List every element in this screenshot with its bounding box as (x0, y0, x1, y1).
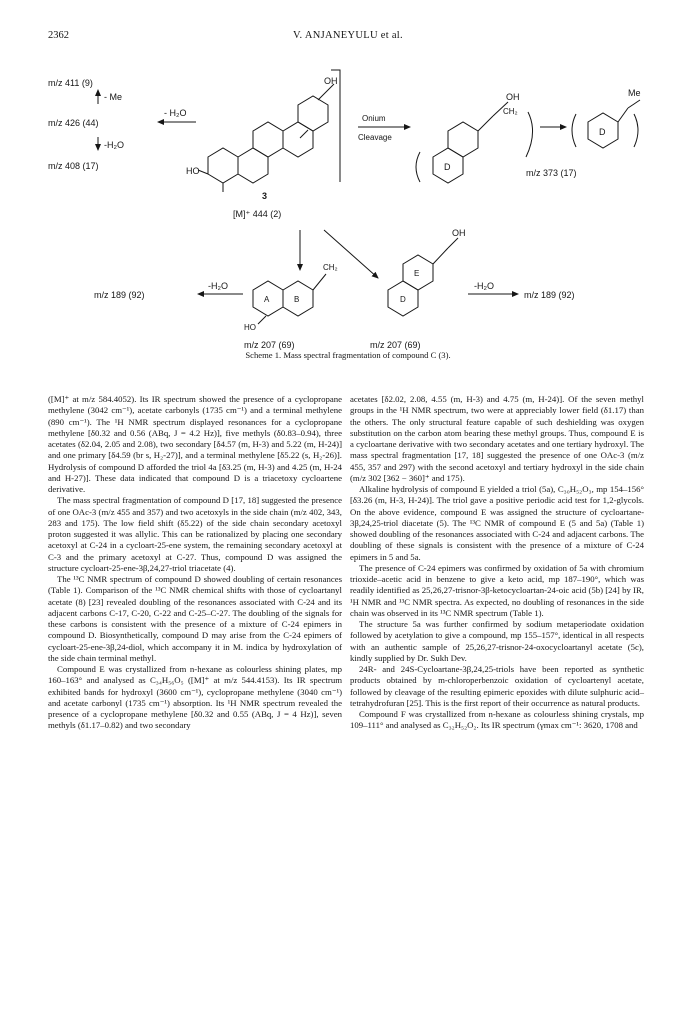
fragment-mz-426: m/z 426 (44) (48, 118, 99, 128)
top-right-mz: m/z 373 (17) (526, 168, 577, 178)
label-ch2-bottom: CH₂ (323, 263, 338, 272)
bottom-mid-mz-1: m/z 207 (69) (244, 340, 295, 350)
label-ho-bottom: HO (244, 323, 256, 332)
ring-a-label: A (264, 295, 270, 304)
fragmentation-scheme (48, 52, 648, 352)
cleavage-label: Cleavage (358, 133, 392, 142)
ring-d-label-1: D (444, 162, 451, 172)
label-oh-fragment: OH (506, 92, 520, 102)
fragment-mz-408: m/z 408 (17) (48, 161, 99, 171)
page-number: 2362 (48, 30, 69, 41)
molecular-ion: [M]⁺ 444 (2) (233, 209, 282, 219)
label-oh-main: OH (324, 76, 338, 86)
bottom-mid-mz-2: m/z 207 (69) (370, 340, 421, 350)
label-ho-main: HO (186, 166, 200, 176)
right-paragraph: The structure 5a was further confirmed by sodium metaperiodate oxidation followed by acetylation to give a compound, mp 155–157°, identical in all respects with an authentic sample of 25,26,27-trisnor-24-oxocycloartanyl acetate (5c), kindly supplied by Dr. Sukh Dev. (350, 619, 644, 663)
left-paragraph: Compound E was crystallized from n-hexane as colourless shining plates, mp 160–163° and analysed as C₃₄H₅₆O₅ ([M]⁺ at m/z 544.4153). Its IR spectrum exhibited bands for hydroxyl (3600 cm⁻¹), cyclopropane methylene (3040 cm⁻¹) and acetate carbonyl (1735 cm⁻¹) absorption. Its ¹H NMR spectrum revealed the presence of a cyclopropane methylene [δ0.32 and 0.55 (ABq, J = 4 Hz)], seven methyls (δ1.17–0.82) and two secondary (48, 664, 342, 731)
right-paragraph: Alkaline hydrolysis of compound E yielded a triol (5a), C₃₀H₅₂O₃, mp 154–156° [δ3.26 (m, H-3, H-24)]. The triol gave a positive periodic acid test for 1,2-glycols. On the above evidence, compound E was assigned the structure of cycloartane-3β,24,25-triol diacetate (5). The ¹³C NMR of compound E (5 and 5a) (Table 1) showed doubling of the resonances associated with C-24 and adjacent carbons. The doubling of these signals is consistent with the presence of a mixture of C-24 epimers in 5 and 5a. (350, 484, 644, 562)
ring-e-label: E (414, 269, 420, 278)
fragment-loss-h2o: -H₂O (104, 140, 124, 150)
arrow-label-h2o-bottom-right: -H₂O (474, 281, 494, 291)
fragment-mz-411: m/z 411 (9) (48, 78, 93, 88)
fragment-loss-me: - Me (104, 92, 122, 102)
label-oh-bottom: OH (452, 228, 466, 238)
onium-label: Onium (362, 114, 386, 123)
scheme-caption: Scheme 1. Mass spectral fragmentation of compound C (3). (245, 350, 451, 360)
ring-d-label-2: D (599, 127, 606, 137)
right-paragraph: acetates [δ2.02, 2.08, 4.55 (m, H-3) and 4.75 (m, H-24)]. Of the seven methyl groups in the ¹H NMR spectrum, two were at appreciably lower field (δ1.17) than the others. The only structural feature capable of such deshielding was oxygen substitution on the carbon atom bearing these methyl groups. Thus, compound E is a cycloartane derivative with two secondary acetates and one tertiary hydroxyl. The mass spectral fragmentation [17, 18] suggested the presence of one OAc-3 (m/z 455, 357 and 297) with the second acetoxyl and tertiary hydroxyl in the side chain (m/z 302 [362 − 360]⁺ and 175). (350, 394, 644, 483)
right-column (350, 394, 644, 732)
running-title: V. ANJANEYULU et al. (293, 30, 403, 41)
arrow-label-h2o-top: - H₂O (164, 108, 187, 118)
left-column (48, 394, 342, 732)
right-paragraph: 24R- and 24S-Cycloartane-3β,24,25-triols have been reported as synthetic products obtained by m-chloroperbenzoic oxidation of cycloartenyl acetate, followed by cleavage of the resulting epimeric epoxides with dilute sulphuric acid–tetrahydrofuran [25]. This is the first report of their occurrence as natural products. (350, 664, 644, 708)
right-paragraph: The presence of C-24 epimers was confirmed by oxidation of 5a with chromium trioxide–acetic acid in benzene to give a keto acid, mp 187–190°, which was readily identified as 25,26,27-trisnor-3β-ketocycloartan-24-oic acid (5b) [24] by IR, ¹H NMR and ¹³C NMR spectra. As expected, no doubling of resonances in the side chain was observed in its ¹³C NMR spectrum (Table 1). (350, 562, 644, 618)
arrow-label-h2o-bottom-left: -H₂O (208, 281, 228, 291)
bottom-left-mz: m/z 189 (92) (94, 290, 145, 300)
bottom-right-mz: m/z 189 (92) (524, 290, 575, 300)
compound-number: 3 (262, 191, 268, 201)
left-paragraph: The ¹³C NMR spectrum of compound D showed doubling of certain resonances (Table 1). Comparison of the ¹³C NMR chemical shifts with those of cycloartanyl acetate (8) [23] revealed doubling of the resonances associated with C-24 and its adjacent carbons C-17, C-20, C-22 and C-25–C-27. The doubling of the signals for these carbons is consistent with the presence of a mixture of C-24 epimers in compound D. Biosynthetically, compound D may arise from the C-24 epimers of cycloart-25-ene-3β,24-diol, which accompany it in M. indica by hydroxylation of the side chain terminal methyl. (48, 574, 342, 663)
label-ch2-fragment: CH₂ (503, 107, 518, 116)
right-paragraph: Compound F was crystallized from n-hexane as colourless shining crystals, mp 109–111° and analysed as C₃₂H₅₂O₂. Its IR spectrum (γmax cm⁻¹: 3620, 1708 and (350, 709, 644, 731)
left-paragraph: The mass spectral fragmentation of compound D [17, 18] suggested the presence of one OAc-3 (m/z 455 and 357) and two acetoxyls in the side chain (m/z 402, 343, 283 and 175). The low field shift (δ5.22) of the side chain secondary acetoxyl proton suggested it was allylic. This can be rationalized by placing one secondary acetoxyl at C-24 in a cycloart-25-ene system, the remaining secondary acetoxyl at C-3 and the primary acetoxyl at C-27. Thus, compound D was assigned the structure cycloart-25-ene-3β,24,27-triol triacetate (4). (48, 495, 342, 573)
left-paragraph: ([M]⁺ at m/z 584.4052). Its IR spectrum showed the presence of a cyclopropane methylene (3042 cm⁻¹), acetate carbonyls (1735 cm⁻¹) and a terminal methylene (890 cm⁻¹). The ¹H NMR spectrum displayed resonances for a cyclopropane methylene [δ0.32 and 0.56 (ABq, J = 4.2 Hz)], five methyls (δ0.83–0.94), three acetates (δ2.04, 2.05 and 2.08), two secondary [δ4.57 (m, H-3) and 5.22 (m, H-24)] and one primary [δ4.59 (br s, H₂-27)], and a terminal methylene [δ5.22 (s, H₂-26)]. Hydrolysis of compound D afforded the triol 4a [δ3.25 (m, H-3) and 4.25 (m, H-24 and H-27)]. These data indicated that compound D is a triacetoxy cycloartene derivative. (48, 394, 342, 494)
ring-b-label: B (294, 295, 300, 304)
label-me: Me (628, 88, 641, 98)
ring-d-label-3: D (400, 295, 406, 304)
